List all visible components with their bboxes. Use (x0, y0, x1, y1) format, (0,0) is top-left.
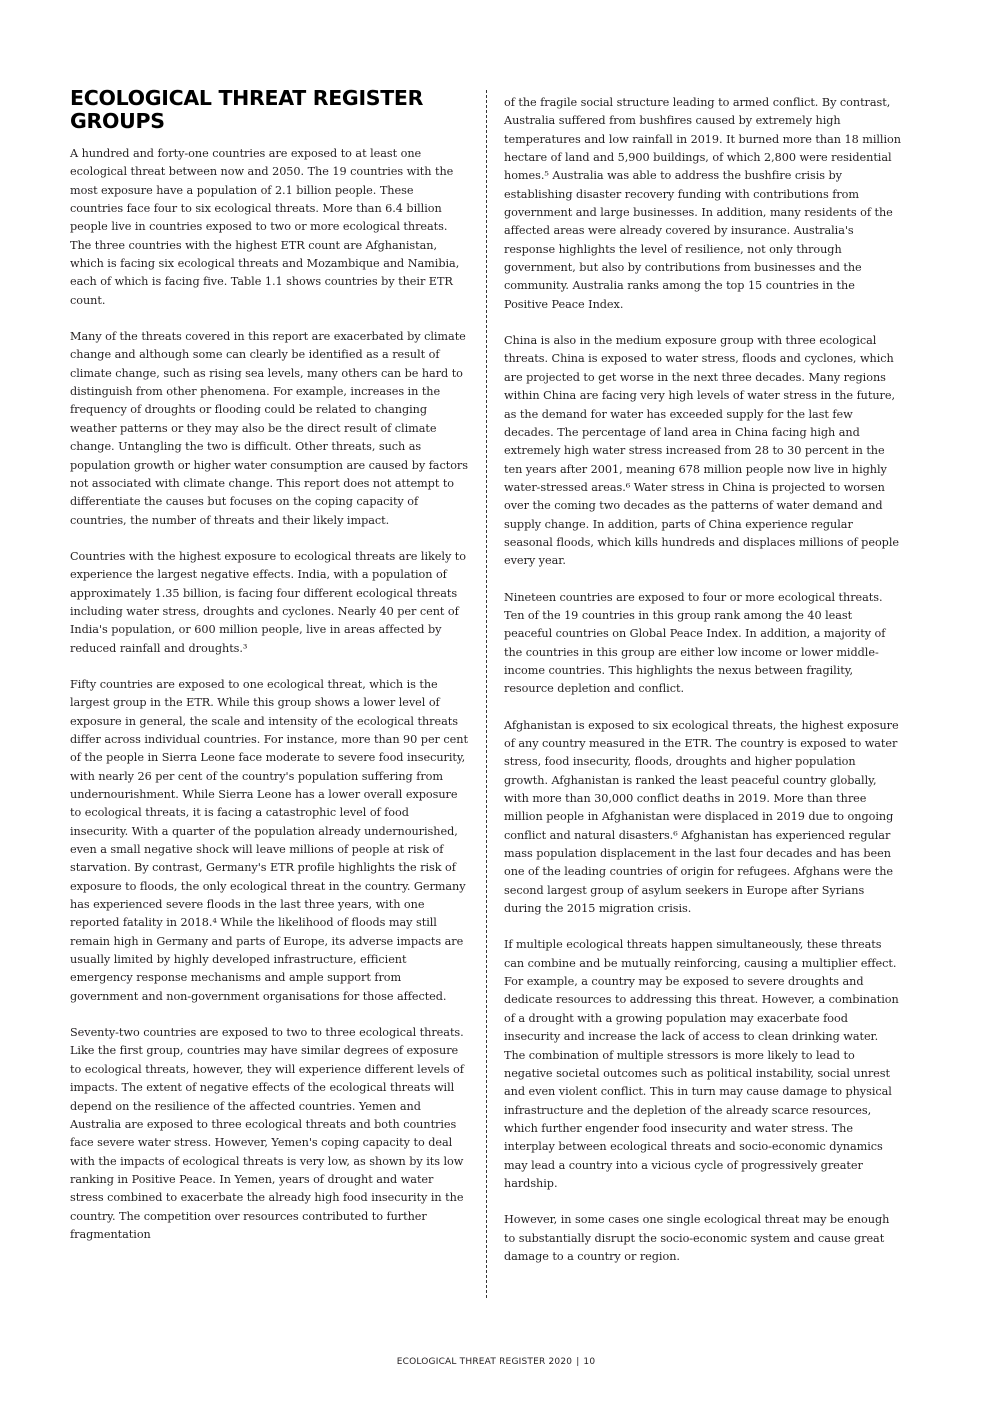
paragraph: However, in some cases one single ecological threat may be enough to substantially disrupt the socio-economic system and cause great damage to a country or region. (504, 1213, 890, 1263)
paragraph: Countries with the highest exposure to ecological threats are likely to experience the largest negative effects. India, with a population of approximately 1.35 billion, is facing four different ecological threats including water stress, droughts and cyclones. Nearly 40 per cent of India's population, or 600 million people, live in areas affected by reduced rainfall and droughts.³ (70, 549, 466, 655)
paragraph: A hundred and forty-one countries are exposed to at least one ecological threat between now and 2050. The 19 countries with the most exposure have a population of 2.1 billion people. These countries face four to six ecological threats. More than 6.4 billion people live in countries exposed to two or more ecological threats. The three countries with the highest ETR count are Afghanistan, which is facing six ecological threats and Mozambique and Namibia, each of which is facing five. Table 1.1 shows countries by their ETR count. (70, 147, 460, 307)
paragraph: Many of the threats covered in this report are exacerbated by climate change and although some can clearly be identified as a result of climate change, such as rising sea levels, many others can be hard to distinguish from other phenomena. For example, increases in the frequency of droughts or flooding could be related to changing weather patterns or they may also be the direct result of climate change. Untangling the two is difficult. Other threats, such as population growth or higher water consumption are caused by factors not associated with climate change. This report does not attempt to differentiate the causes but focuses on the coping capacity of countries, the number of threats and their likely impact. (70, 330, 468, 527)
paragraph: If multiple ecological threats happen simultaneously, these threats can combine and be mutually reinforcing, causing a multiplier effect. For example, a country may be exposed to severe droughts and dedicate resources to addressing this threat. However, a combination of a drought with a growing population may exacerbate food insecurity and increase the lack of access to clean drinking water. The combination of multiple stressors is more likely to lead to negative societal outcomes such as political instability, social unrest and even violent conflict. This in turn may cause damage to physical infrastructure and the depletion of the already scarce resources, which further engender food insecurity and water stress. The interplay between ecological threats and socio-economic dynamics may lead a country into a vicious cycle of progressively greater hardship. (504, 938, 899, 1190)
paragraph: Seventy-two countries are exposed to two to three ecological threats. Like the first group, countries may have similar degrees of exposure to ecological threats, however, they will experience different levels of impacts. The extent of negative effects of the ecological threats will depend on the resilience of the affected countries. Yemen and Australia are exposed to three ecological threats and both countries face severe water stress. However, Yemen's coping capacity to deal with the impacts of ecological threats is very low, as shown by its low ranking in Positive Peace. In Yemen, years of drought and water stress combined to exacerbate the already high food insecurity in the country. The competition over resources contributed to further fragmentation (70, 1026, 464, 1241)
paragraph: Afghanistan is exposed to six ecological threats, the highest exposure of any country measured in the ETR. The country is exposed to water stress, food insecurity, floods, droughts and higher population growth. Afghanistan is ranked the least peaceful country globally, with more than 30,000 conflict deaths in 2019. More than three million people in Afghanistan were displaced in 2019 due to ongoing conflict and natural disasters.⁶ Afghanistan has experienced regular mass population displacement in the last four decades and has been one of the leading countries of origin for refugees. Afghans were the second largest group of asylum seekers in Europe after Syrians during the 2015 migration crisis. (504, 718, 899, 916)
page-footer (0, 1357, 992, 1367)
footer-separator: | (576, 1357, 580, 1367)
footer-publication: ECOLOGICAL THREAT REGISTER 2020 (396, 1357, 573, 1367)
page-number: 10 (583, 1357, 596, 1367)
paragraph: China is also in the medium exposure group with three ecological threats. China is exposed to water stress, floods and cyclones, which are projected to get worse in the next three decades. Many regions within China are facing very high levels of water stress in the future, as the demand for water has exceeded supply for the last few decades. The percentage of land area in China facing high and extremely high water stress increased from 28 to 30 percent in the ten years after 2001, meaning 678 million people now live in highly water-stressed areas.⁶ Water stress in China is projected to worsen over the coming two decades as the patterns of water demand and supply change. In addition, parts of China experience regular seasonal floods, which kills hundreds and displaces millions of people every year. (504, 334, 899, 568)
right-column (504, 94, 902, 1284)
page-title: ECOLOGICAL THREAT REGISTER GROUPS (70, 86, 424, 133)
paragraph: Fifty countries are exposed to one ecological threat, which is the largest group in the ETR. While this group shows a lower level of exposure in general, the scale and intensity of the ecological threats differ across individual countries. For instance, more than 90 per cent of the people in Sierra Leone face moderate to severe food insecurity, with nearly 26 per cent of the country's population suffering from undernourishment. While Sierra Leone has a lower overall exposure to ecological threats, it is facing a catastrophic level of food insecurity. With a quarter of the population already undernourished, even a small negative shock will leave millions of people at risk of starvation. By contrast, Germany's ETR profile highlights the risk of exposure to floods, the only ecological threat in the country. Germany has experienced severe floods in the last three years, with one reported fatality in 2018.⁴ While the likelihood of floods may still remain high in Germany and parts of Europe, its adverse impacts are usually limited by highly developed infrastructure, efficient emergency response mechanisms and ample support from government and non-government organisations for those affected. (70, 677, 468, 1003)
left-column (70, 145, 468, 1262)
paragraph: Nineteen countries are exposed to four or more ecological threats. Ten of the 19 countries in this group rank among the 40 least peaceful countries on Global Peace Index. In addition, a majority of the countries in this group are either low income or lower middle-income countries. This highlights the nexus between fragility, resource depletion and conflict. (504, 590, 886, 696)
paragraph: of the fragile social structure leading to armed conflict. By contrast, Australia suffered from bushfires caused by extremely high temperatures and low rainfall in 2019. It burned more than 18 million hectare of land and 5,900 buildings, of which 2,800 were residential homes.⁵ Australia was able to address the bushfire crisis by establishing disaster recovery funding with contributions from government and large businesses. In addition, many residents of the affected areas were already covered by insurance. Australia's response highlights the level of resilience, not only through government, but also by contributions from businesses and the community. Australia ranks among the top 15 countries in the Positive Peace Index. (504, 96, 901, 311)
column-divider (486, 90, 487, 1298)
